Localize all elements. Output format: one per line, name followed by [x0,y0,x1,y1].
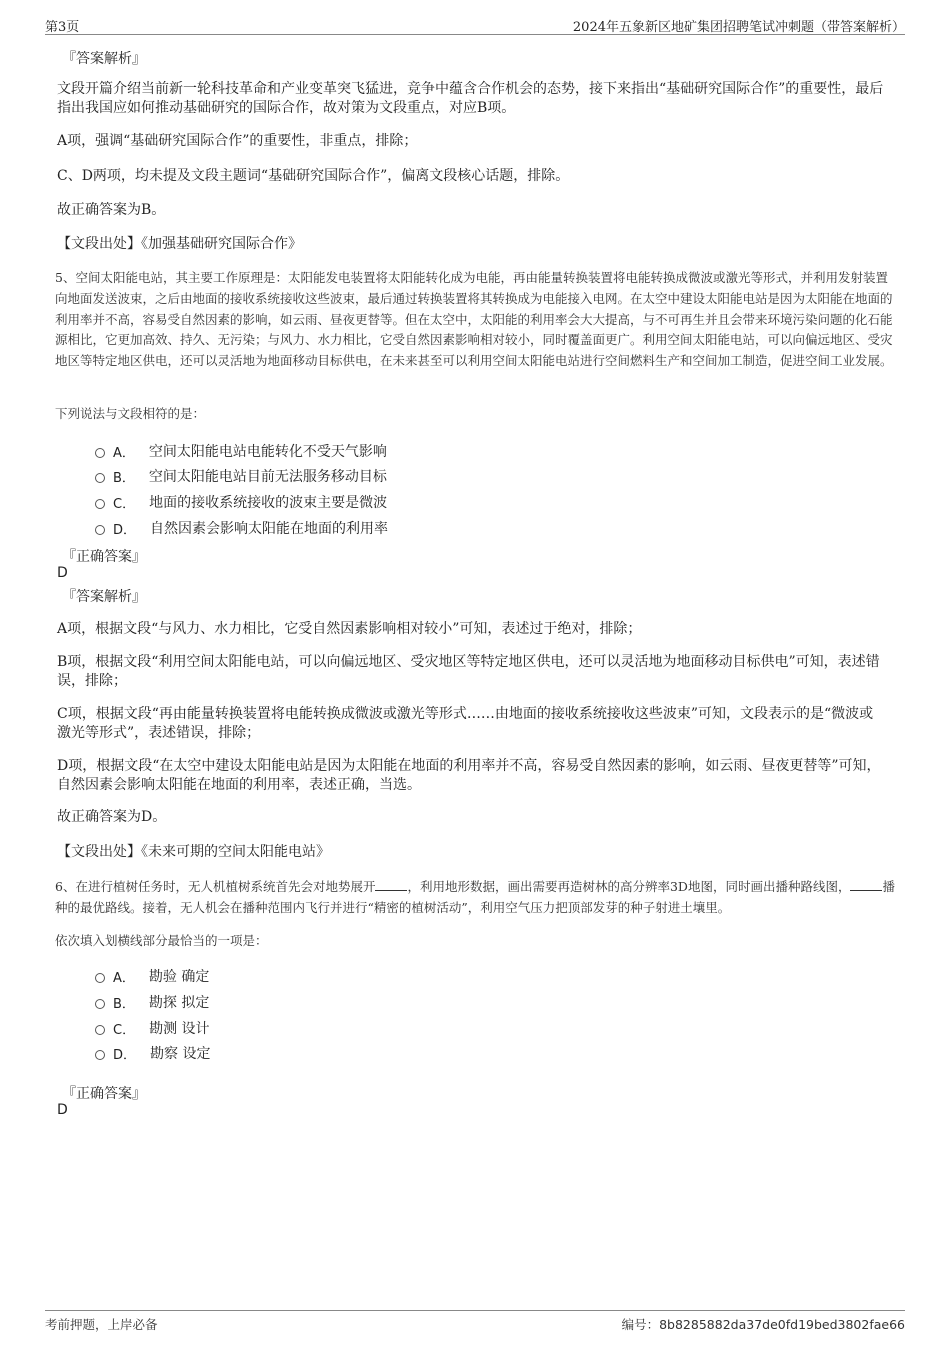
q4-analysis-intro: 文段开篇介绍当前新一轮科技革命和产业变革突飞猛进，竞争中蕴含合作机会的态势，接下来指出“基础研究国际合作”的重要性，最后指出我国应如何推动基础研究的国际合作，故对策为文段重点，对应B项。 [57,81,884,116]
radio-icon[interactable] [95,1025,105,1035]
radio-icon[interactable] [95,525,105,535]
option-text: 勘察 设定 [150,1046,211,1062]
q5-conclusion: 故正确答案为D。 [57,809,167,825]
q4-analysis-item-cd: C、D两项，均未提及文段主题词“基础研究国际合作”，偏离文段核心话题，排除。 [57,168,570,184]
q5-answer: D [57,565,68,581]
fill-blank-1 [375,878,407,891]
footer-id-label: 编号： [621,1317,660,1332]
q5-analysis-item-b: B项，根据文段“利用空间太阳能电站，可以向偏远地区、受灾地区等特定地区供电，还可以灵活地为地面移动目标供电”可知，表述错误，排除； [57,654,880,689]
q6-question-text [55,877,895,919]
q5-analysis-item-d: D项，根据文段“在太空中建设太阳能电站是因为太阳能在地面的利用率并不高，容易受自然因素的影响，如云雨、昼夜更替等”可知，自然因素会影响太阳能在地面的利用率，表述正确，当选。 [57,758,881,793]
q5-analysis-item-c: C项，根据文段“再由能量转换装置将电能转换成微波或激光等形式……由地面的接收系统接收这些波束”可知，文段表示的是“微波或激光等形式”，表述错误，排除； [57,706,874,741]
option-label: B． [113,470,135,486]
option-text: 勘测 设计 [149,1021,210,1037]
q6-question-part2: ，利用地形数据，画出需要再造树林的高分辨率3D地图，同时画出播种路线图， [407,879,851,894]
q6-prompt: 依次填入划横线部分最恰当的一项是： [55,933,268,948]
footer-slogan: 考前押题，上岸必备 [45,1317,158,1332]
q6-question-part1: 6、在进行植树任务时，无人机植树系统首先会对地势展开 [55,879,376,894]
q6-option-a[interactable] [95,966,209,986]
q4-conclusion: 故正确答案为B。 [57,202,166,218]
option-label: C． [113,496,136,512]
q4-analysis-item-a: A项，强调“基础研究国际合作”的重要性，非重点，排除； [57,133,418,149]
q4-source: 【文段出处】《加强基础研究国际合作》 [57,236,302,252]
radio-icon[interactable] [95,499,105,509]
option-label: C． [113,1022,136,1038]
option-label: B． [113,996,135,1012]
footer-id [622,1315,905,1333]
radio-icon[interactable] [95,999,105,1009]
radio-icon[interactable] [95,1050,105,1060]
q5-question-text: 5、空间太阳能电站，其主要工作原理是：太阳能发电装置将太阳能转化成为电能，再由能量转换装置将电能转换成微波或激光等形式，并利用发射装置向地面发送波束，之后由地面的接收系统接收这些波束，最后通过转换装置将其转换成为电能接入电网。在太空中建设太阳能电站是因为太阳能在地面的利用率并不高，容易受自然因素的影响，如云雨、昼夜更替等。但在太空中，太阳能的利用率会大大提高，与不可再生并且会带来环境污染问题的化石能源相比，它更加高效、持久、无污染；与风力、水力相比，它受自然因素影响相对较小，同时覆盖面更广。利用空间太阳能电站，可以向偏远地区、受灾地区等特定地区供电，还可以灵活地为地面移动目标供电，在未来甚至可以利用空间太阳能电站进行空间燃料生产和空间加工制造，促进空间工业发展。 [55,270,893,369]
q4-analysis-heading: 『答案解析』 [62,51,146,67]
q5-answer-heading: 『正确答案』 [62,549,146,565]
q5-analysis-item-a: A项，根据文段“与风力、水力相比，它受自然因素影响相对较小”可知，表述过于绝对，排除； [57,621,642,637]
q5-option-a[interactable] [95,441,387,461]
page-number: 第3页 [45,20,80,35]
radio-icon[interactable] [95,448,105,458]
document-title: 2024年五象新区地矿集团招聘笔试冲刺题（带答案解析） [572,20,905,35]
option-text: 勘探 拟定 [148,995,210,1011]
radio-icon[interactable] [95,473,105,483]
q6-option-b[interactable] [95,992,209,1012]
header-divider [45,34,905,35]
option-text: 自然因素会影响太阳能在地面的利用率 [150,521,389,537]
option-text: 空间太阳能电站电能转化不受天气影响 [148,444,387,460]
footer-id-value: 8b8285882da37de0fd19bed3802fae66 [659,1317,905,1332]
q6-answer-heading: 『正确答案』 [62,1086,146,1102]
option-label: A． [113,445,135,461]
q6-answer: D [57,1102,68,1118]
q5-option-b[interactable] [95,466,387,486]
q5-prompt: 下列说法与文段相符的是： [55,406,206,421]
q6-option-d[interactable] [95,1043,210,1063]
q5-option-d[interactable] [95,518,388,538]
q5-option-c[interactable] [95,492,387,512]
option-label: A． [113,970,135,986]
footer-divider [45,1310,905,1311]
q6-question-part3: 播种的最优路线。接着，无人机会在播种范围内飞行并进行“精密的植树活动”，利用空气压力把顶部发芽的种子射进土壤里。 [55,879,895,915]
q5-analysis-heading: 『答案解析』 [62,589,146,605]
fill-blank-2 [850,878,882,891]
option-text: 勘验 确定 [148,969,210,985]
radio-icon[interactable] [95,973,105,983]
option-text: 地面的接收系统接收的波束主要是微波 [149,495,388,511]
q6-option-c[interactable] [95,1018,210,1038]
option-text: 空间太阳能电站目前无法服务移动目标 [148,469,387,485]
option-label: D． [113,1047,137,1063]
option-label: D． [113,522,137,538]
q5-source: 【文段出处】《未来可期的空间太阳能电站》 [57,844,330,860]
